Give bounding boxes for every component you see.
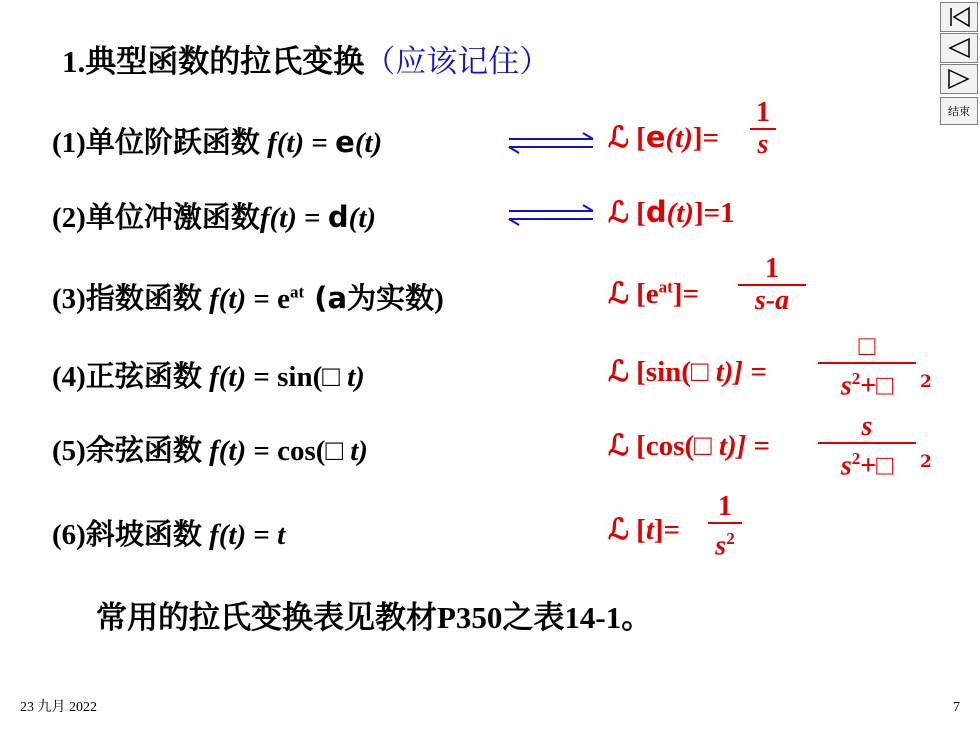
row5-label: (5)余弦函数 (52, 435, 210, 467)
laplace-symbol: ℒ (608, 122, 629, 154)
row3-fraction (738, 254, 806, 316)
nav-first-button[interactable] (940, 2, 978, 32)
laplace-symbol: ℒ (608, 197, 629, 229)
row5-rarg: t)] (711, 430, 747, 462)
row5-req: = (746, 430, 771, 462)
row2-close: ] (693, 197, 704, 229)
row5-transform (608, 428, 770, 463)
row2-req: =1 (703, 197, 735, 229)
row5-arg: t) (343, 435, 368, 467)
laplace-symbol: ℒ (608, 278, 629, 310)
row6-eq: = (246, 519, 278, 551)
row1-arg: (t) (354, 127, 383, 159)
row3-note-a: (a (304, 281, 348, 315)
nav-end-button[interactable]: 结束 (940, 97, 978, 125)
row2-rsym: d (645, 195, 667, 229)
row2-f: f (259, 202, 270, 234)
row1-fraction (750, 98, 776, 160)
row2-transform (608, 195, 735, 230)
row3-t: (t) (218, 283, 247, 315)
row5-denominator (818, 444, 916, 481)
row6-t: (t) (218, 519, 247, 551)
row5-f: f (209, 435, 219, 467)
row3-open: [e (628, 278, 659, 310)
row6-label: (6)斜坡函数 (52, 519, 210, 551)
row1-rsym: e (645, 120, 666, 154)
row3-exponent: at (290, 282, 305, 302)
row4-den-plus: +□ (860, 370, 894, 402)
row6-req: = (663, 514, 681, 546)
double-arrow-icon (505, 132, 597, 154)
laplace-symbol: ℒ (608, 430, 629, 462)
row1-close: ] (692, 122, 703, 154)
row4-rsym: □ (690, 356, 709, 388)
row6-denominator (708, 524, 742, 561)
slide-title (62, 36, 550, 81)
page-number: 7 (953, 700, 960, 715)
row4-den-sup: 2 (851, 369, 861, 388)
row2-sym: d (327, 200, 349, 234)
row5-den-plus: +□ (860, 450, 894, 482)
row6-den-s: s (715, 530, 727, 562)
row-sine-function (52, 354, 365, 395)
row5-den-sup: 2 (851, 449, 861, 468)
row6-close: ] (653, 514, 664, 546)
nav-previous-button[interactable] (940, 33, 978, 63)
row4-eq: = sin( (246, 361, 323, 393)
row3-numerator: 1 (765, 253, 779, 284)
row-impulse-function (52, 195, 376, 236)
previous-icon (947, 37, 971, 59)
row6-den-sup: 2 (726, 529, 735, 548)
row4-den-s: s (840, 370, 852, 402)
row2-eq: = (296, 202, 328, 234)
row4-arg: t) (339, 361, 365, 393)
row2-t: (t) (269, 202, 297, 234)
title-main: 1.典型函数的拉氏变换 (62, 44, 365, 79)
row3-transform (608, 276, 699, 311)
row3-eq: = e (246, 283, 291, 315)
row5-after-sup: 2 (920, 452, 932, 472)
row4-rarg: t)] (708, 356, 744, 388)
row2-arg: (t) (348, 202, 377, 234)
row5-open: [cos( (628, 430, 695, 462)
row5-fraction (818, 412, 916, 481)
row1-eq: = (304, 127, 336, 159)
row3-note: 为实数) (347, 283, 444, 315)
row3-rexponent: at (658, 277, 673, 297)
row4-f: f (209, 361, 219, 393)
row6-open: [ (628, 514, 646, 546)
row4-sym: □ (322, 361, 340, 393)
row4-fraction (818, 332, 916, 401)
textbook-reference-note: 常用的拉氏变换表见教材P350之表14-1。 (96, 600, 653, 635)
row1-label: (1)单位阶跃函数 (52, 127, 268, 159)
row-exponential-function (52, 276, 444, 317)
row2-label: (2)单位冲激函数 (52, 202, 260, 234)
row5-den-s: s (840, 450, 852, 482)
row4-open: [sin( (628, 356, 691, 388)
row2-rarg: (t) (666, 197, 694, 229)
row1-req: = (702, 122, 720, 154)
title-note: （应该记住） (364, 44, 551, 79)
row4-transform (608, 354, 767, 389)
skip-to-first-icon (947, 6, 971, 28)
row3-req: = (682, 278, 700, 310)
row-cosine-function (52, 428, 368, 469)
row4-t: (t) (218, 361, 247, 393)
row-step-function (52, 120, 382, 161)
row2-open: [ (628, 197, 646, 229)
double-arrow-icon (505, 204, 597, 226)
next-icon (947, 68, 971, 90)
row5-sym: □ (325, 435, 343, 467)
row6-numerator: 1 (718, 491, 732, 522)
laplace-symbol: ℒ (608, 514, 629, 546)
row5-rsym: □ (694, 430, 712, 462)
row1-open: [ (628, 122, 646, 154)
row1-sym: e (335, 125, 355, 159)
row3-f: f (209, 283, 219, 315)
row6-transform (608, 512, 680, 547)
row1-numerator: 1 (756, 97, 770, 128)
row6-fraction (708, 492, 742, 561)
row1-f: f (267, 127, 277, 159)
row4-label: (4)正弦函数 (52, 361, 210, 393)
row6-f: f (209, 519, 219, 551)
row4-req: = (743, 356, 767, 388)
laplace-symbol: ℒ (608, 356, 629, 388)
row3-denominator: s-a (754, 285, 790, 316)
row4-denominator (818, 364, 916, 401)
row1-transform (608, 120, 719, 155)
row5-t: (t) (218, 435, 247, 467)
row4-after-sup: 2 (920, 372, 932, 392)
row6-rarg: t (645, 514, 654, 546)
row1-rarg: (t) (665, 122, 693, 154)
nav-next-button[interactable] (940, 64, 978, 94)
row-ramp-function (52, 512, 285, 553)
row5-numerator: s (861, 411, 873, 442)
row1-t: (t) (276, 127, 305, 159)
row5-eq: = cos( (246, 435, 326, 467)
row6-arg: t (277, 519, 286, 551)
slide-date: 23 九月 2022 (20, 700, 97, 715)
row3-close: ] (672, 278, 683, 310)
row3-label: (3)指数函数 (52, 283, 210, 315)
row4-numerator: □ (858, 331, 876, 362)
row1-denominator: s (757, 129, 769, 160)
